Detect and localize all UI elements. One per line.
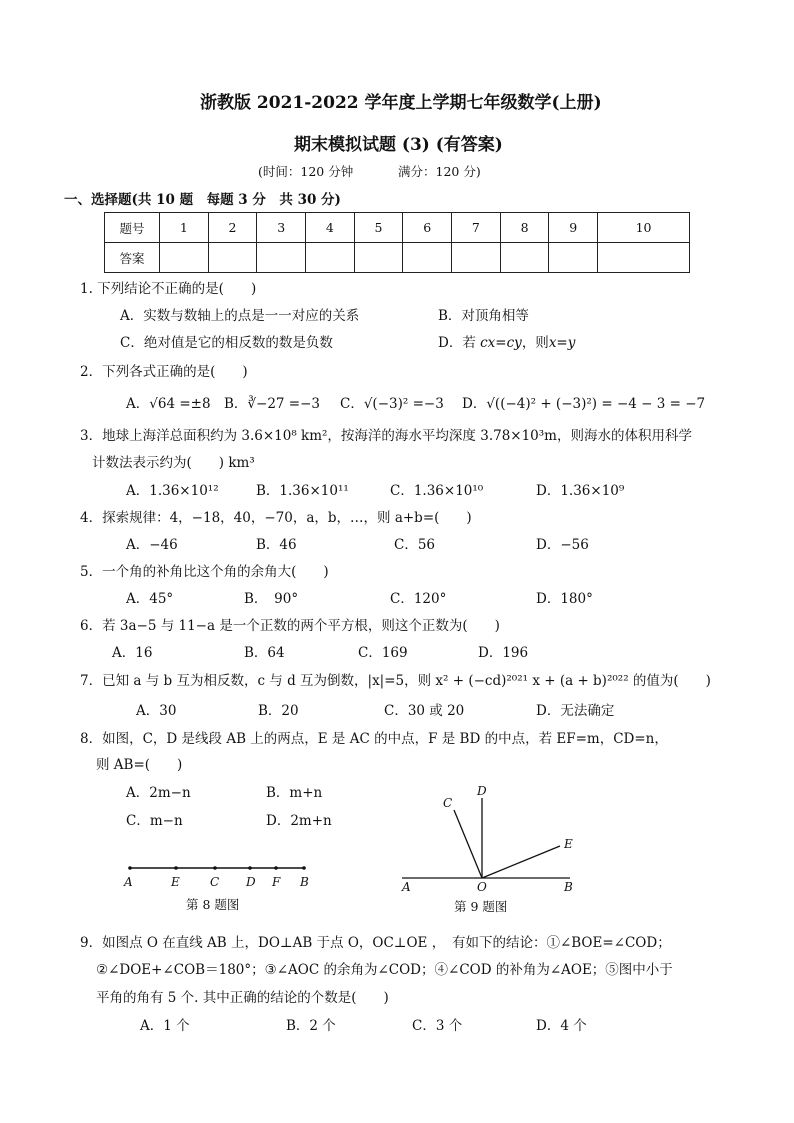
q1-d-math2: x=y (548, 335, 576, 351)
ray-oc (454, 810, 482, 878)
table-cell: 3 (257, 213, 306, 243)
point-c-label: C (210, 875, 220, 889)
q5-option-c: C．120° (390, 591, 447, 607)
ray-oe (482, 846, 560, 878)
q3-option-c: C．1.36×10¹⁰ (390, 483, 484, 499)
answer-table (104, 212, 690, 273)
q6-option-d: D．196 (478, 645, 529, 661)
time-limit: (时间：120 分钟 (258, 164, 354, 179)
point-e-dot (174, 866, 178, 870)
q1-option-a: A．实数与数轴上的点是一一对应的关系 (120, 308, 360, 324)
point-f-dot (274, 866, 278, 870)
answer-cell[interactable] (208, 243, 257, 273)
q1-d-math: cx=cy (480, 335, 522, 351)
q2-option-d: D．√((−4)² + (−3)²) = −4 − 3 = −7 (462, 396, 706, 412)
q4-option-b: B．46 (256, 537, 297, 553)
q2-option-a: A．√64 =±8 (126, 396, 211, 412)
label-c: C (443, 796, 453, 810)
q6-option-a: A．16 (112, 645, 153, 661)
table-cell: 9 (549, 213, 598, 243)
answer-cell[interactable] (306, 243, 355, 273)
figure-9-caption: 第 9 题图 (454, 899, 508, 914)
q9-option-c: C．3 个 (412, 1018, 463, 1034)
table-cell: 题号 (105, 213, 160, 243)
q2-option-c: C．√(−3)² =−3 (340, 396, 444, 412)
figure-8-segment (118, 858, 318, 890)
table-cell: 2 (208, 213, 257, 243)
question-9-cont2: 平角的角有 5 个. 其中正确的结论的个数是( ) (96, 990, 389, 1006)
point-b-label: B (300, 875, 309, 889)
point-c-dot (213, 866, 217, 870)
answer-cell[interactable] (354, 243, 403, 273)
question-8-cont: 则 AB=( ) (96, 757, 183, 773)
question-3-cont: 计数法表示约为( ) km³ (92, 455, 255, 471)
question-8: 8．如图，C，D 是线段 AB 上的两点，E 是 AC 的中点，F 是 BD 的中点，若 EF=m，CD=n， (80, 731, 668, 747)
q1-d-prefix: D．若 (438, 335, 476, 351)
q6-option-c: C．169 (358, 645, 408, 661)
q9-option-a: A．1 个 (140, 1018, 190, 1034)
q4-option-a: A．−46 (126, 537, 178, 553)
q1-d-mid: ，则 (521, 335, 549, 351)
q5-option-a: A．45° (126, 591, 174, 607)
q7-option-a: A．30 (136, 703, 177, 719)
table-cell: 4 (306, 213, 355, 243)
q7-option-b: B．20 (258, 703, 299, 719)
label-d: D (477, 784, 487, 798)
question-4: 4．探索规律：4，−18，40，−70，a，b，…，则 a+b=( ) (80, 510, 472, 526)
q3-option-b: B．1.36×10¹¹ (256, 483, 349, 499)
q3-option-a: A．1.36×10¹² (126, 483, 219, 499)
point-b-dot (302, 866, 306, 870)
answer-cell[interactable] (160, 243, 209, 273)
q1-option-d (438, 331, 575, 351)
q8-option-c: C．m−n (126, 813, 183, 829)
q8-option-b: B．m+n (266, 785, 323, 801)
point-d-label: D (246, 875, 256, 889)
question-9: 9．如图点 O 在直线 AB 上，DO⊥AB 于点 O，OC⊥OE ， 有如下的结论：①∠BOE=∠COD； (80, 935, 671, 951)
question-3: 3．地球上海洋总面积约为 3.6×10⁸ km²，按海洋的海水平均深度 3.78×10³m，则海水的体积用科学 (80, 428, 692, 444)
question-1: 1. 下列结论不正确的是( ) (80, 281, 257, 297)
doc-title: 浙教版 2021-2022 学年度上学期七年级数学(上册) (200, 93, 602, 113)
table-cell: 8 (500, 213, 549, 243)
figure-9-angles (398, 780, 588, 894)
answer-cell[interactable] (452, 243, 501, 273)
table-row (105, 213, 690, 243)
question-9-cont1: ②∠DOE+∠COB＝180°；③∠AOC 的余角为∠COD；④∠COD 的补角为∠AOE；⑤图中小于 (96, 962, 673, 978)
q9-option-d: D．4 个 (536, 1018, 587, 1034)
table-cell: 5 (354, 213, 403, 243)
table-cell: 7 (452, 213, 501, 243)
point-d-dot (248, 866, 252, 870)
full-score: 满分：120 分) (398, 164, 481, 179)
table-cell: 6 (403, 213, 452, 243)
q2-option-b: B．∛−27 =−3 (224, 396, 321, 412)
label-b: B (564, 880, 573, 894)
q4-option-c: C．56 (394, 537, 436, 553)
figure-8-caption: 第 8 题图 (186, 897, 240, 912)
q6-option-b: B．64 (244, 645, 285, 661)
q4-option-d: D．−56 (536, 537, 589, 553)
answer-cell[interactable] (403, 243, 452, 273)
table-cell: 10 (598, 213, 690, 243)
answer-cell[interactable] (257, 243, 306, 273)
point-a-label: A (124, 875, 133, 889)
point-e-label: E (171, 875, 180, 889)
point-f-label: F (272, 875, 281, 889)
table-cell: 1 (160, 213, 209, 243)
label-a: A (402, 880, 411, 894)
q5-option-d: D．180° (536, 591, 593, 607)
question-2: 2．下列各式正确的是( ) (80, 364, 248, 380)
q7-option-d: D．无法确定 (536, 703, 615, 719)
q1-option-b: B．对顶角相等 (438, 308, 529, 324)
q8-option-a: A．2m−n (126, 785, 191, 801)
table-row (105, 243, 690, 273)
question-5: 5．一个角的补角比这个角的余角大( ) (80, 564, 329, 580)
q9-option-b: B．2 个 (286, 1018, 336, 1034)
q5-option-b: B． 90° (244, 591, 299, 607)
q3-option-d: D．1.36×10⁹ (536, 483, 625, 499)
section-title: 一、选择题(共 10 题 每题 3 分 共 30 分) (64, 192, 341, 208)
answer-cell[interactable] (549, 243, 598, 273)
label-e: E (564, 837, 573, 851)
table-cell: 答案 (105, 243, 160, 273)
question-7: 7．已知 a 与 b 互为相反数，c 与 d 互为倒数，|x|=5，则 x² + (−cd)²⁰²¹ x + (a + b)²⁰²² 的值为( ) (80, 673, 711, 689)
question-6: 6．若 3a−5 与 11−a 是一个正数的两个平方根，则这个正数为( ) (80, 618, 500, 634)
q1-option-c: C．绝对值是它的相反数的数是负数 (120, 335, 333, 351)
answer-cell[interactable] (598, 243, 690, 273)
q7-option-c: C．30 或 20 (384, 703, 465, 719)
answer-cell[interactable] (500, 243, 549, 273)
label-o: O (477, 880, 487, 894)
q8-option-d: D．2m+n (266, 813, 332, 829)
doc-subtitle: 期末模拟试题 (3) (有答案) (294, 135, 503, 155)
point-a-dot (128, 866, 132, 870)
